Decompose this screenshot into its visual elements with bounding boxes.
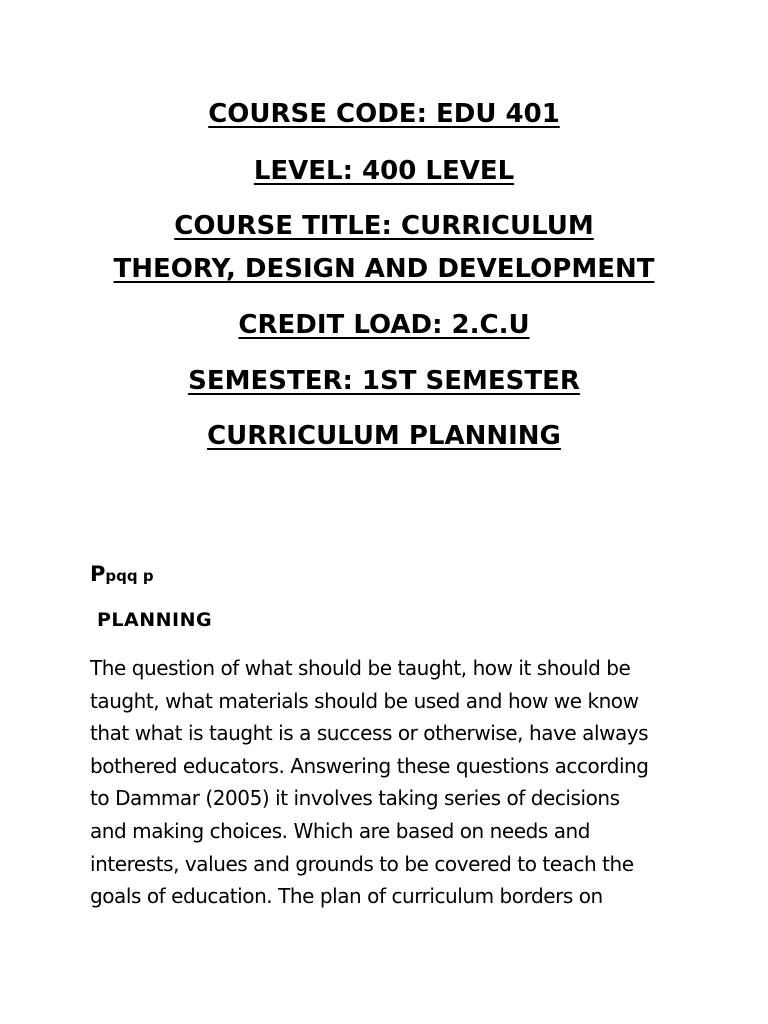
course-title-heading-line2: THEORY, DESIGN AND DEVELOPMENT (113, 254, 655, 284)
body-line: The question of what should be taught, how it should be (90, 656, 631, 680)
course-code-heading: COURSE CODE: EDU 401 (208, 99, 560, 129)
body-line: taught, what materials should be used and how we know (90, 688, 639, 713)
planning-subheading: PLANNING (97, 609, 213, 631)
body-line: that what is taught is a success or otherwise, have always (90, 721, 649, 746)
body-line: to Dammar (2005) it involves taking series of decisions (90, 786, 620, 811)
credit-load-heading: CREDIT LOAD: 2.C.U (238, 310, 530, 340)
body-line: and making choices. Which are based on needs and (90, 818, 591, 843)
stray-text-initial: P (90, 562, 106, 586)
body-line: goals of education. The plan of curriculum borders on (90, 884, 603, 909)
course-title-heading-line1: COURSE TITLE: CURRICULUM (174, 211, 594, 241)
topic-heading: CURRICULUM PLANNING (207, 421, 561, 451)
semester-heading: SEMESTER: 1ST SEMESTER (188, 366, 580, 396)
level-heading: LEVEL: 400 LEVEL (253, 156, 515, 186)
body-paragraph (90, 652, 710, 913)
stray-text (90, 562, 154, 586)
stray-text-rest: pqq p (105, 567, 154, 585)
body-line: bothered educators. Answering these questions according (90, 753, 649, 778)
body-line: interests, values and grounds to be covered to teach the (90, 851, 634, 876)
